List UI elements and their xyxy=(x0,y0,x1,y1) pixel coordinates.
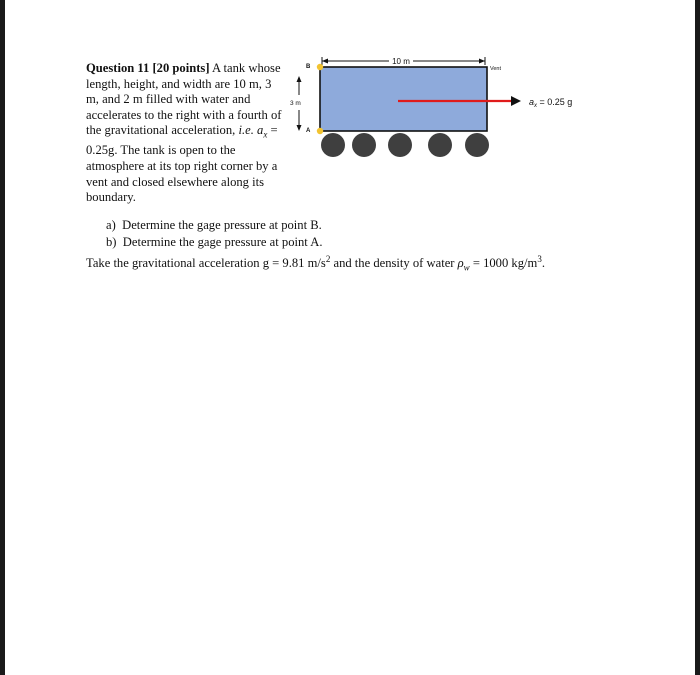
given-mid: and the density of water xyxy=(330,256,458,271)
question-rest: The tank is open to the atmosphere at its top right corner by a vent and closed elsewhere along its boundary. xyxy=(86,143,278,205)
length-arrow-left xyxy=(322,59,328,64)
point-b-marker xyxy=(317,64,323,70)
wheel-3 xyxy=(388,133,412,157)
part-b-label: b) xyxy=(106,235,117,249)
ax-subscript: x xyxy=(263,129,268,140)
given-suffix: = 1000 kg/m xyxy=(469,256,538,271)
accel-subscript: x xyxy=(534,103,538,109)
wheel-2 xyxy=(352,133,376,157)
point-a-label: A xyxy=(306,128,311,134)
given-prefix: Take the gravitational acceleration g = 9.81 m/s xyxy=(86,256,326,271)
ie-abbrev: i.e. xyxy=(238,123,254,138)
length-arrow-right xyxy=(479,59,485,64)
accel-symbol: a xyxy=(529,97,535,107)
wheel-5 xyxy=(465,133,489,157)
rho-subscript: w xyxy=(463,262,470,273)
height-arrow-down xyxy=(297,125,302,131)
accel-value: = 0.25 g xyxy=(537,97,573,107)
tank-diagram xyxy=(0,0,700,300)
given-g-exponent: 2 xyxy=(325,254,331,264)
ax-symbol: a xyxy=(257,123,264,138)
height-arrow-up xyxy=(297,76,302,82)
acceleration-label xyxy=(529,97,572,109)
part-b-text: Determine the gage pressure at point A. xyxy=(122,235,323,249)
vent-label: Vent xyxy=(490,66,502,72)
rho-symbol: ρ xyxy=(457,256,464,271)
point-b-label: B xyxy=(306,64,311,70)
point-a-marker xyxy=(317,128,323,134)
given-rho-exponent: 3 xyxy=(537,254,542,264)
length-label: 10 m xyxy=(392,57,410,66)
height-label: 3 m xyxy=(290,100,301,107)
acceleration-arrow-head xyxy=(511,96,521,106)
tank-water xyxy=(320,67,487,131)
ax-value: = 0.25g. xyxy=(86,123,278,158)
part-a-label: a) xyxy=(106,218,116,232)
given-end: . xyxy=(541,256,545,271)
question-intro: A tank whose length, height, and width are 10 m, 3 m, and 2 m filled with water and accelerates to the right with a fourth of the gravitational acceleration, xyxy=(86,61,282,138)
wheel-4 xyxy=(428,133,452,157)
wheel-1 xyxy=(321,133,345,157)
part-a-text: Determine the gage pressure at point B. xyxy=(122,218,322,232)
question-heading: Question 11 [20 points] xyxy=(86,61,210,75)
